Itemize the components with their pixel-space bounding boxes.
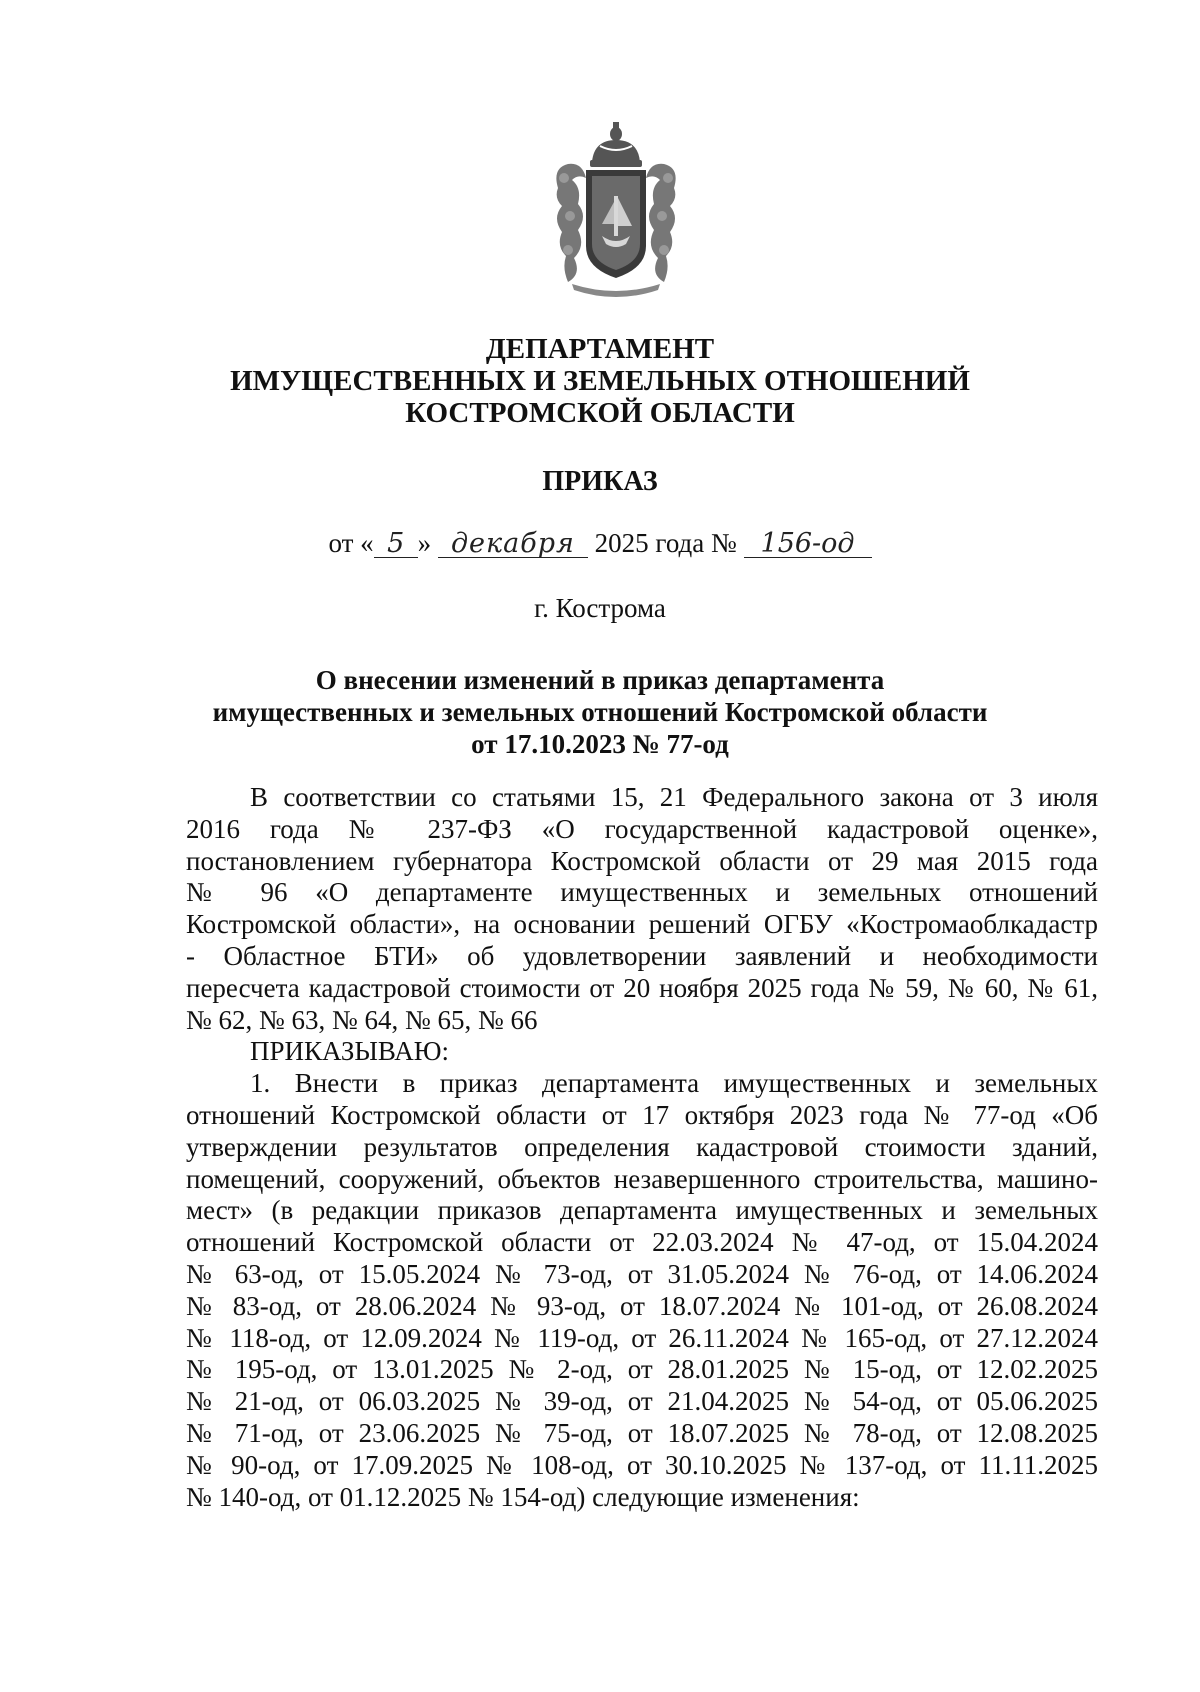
body-line: № 140-од, от 01.12.2025 № 154-од) следующие изменения: — [186, 1481, 860, 1512]
date-prefix: от « — [328, 528, 374, 558]
subject-line-3: от 17.10.2023 № 77-од — [471, 729, 729, 759]
body-line: отношений Костромской области от 17 октября 2023 года № 77-од «Об — [186, 1099, 1098, 1130]
subject-line-1: О внесении изменений в приказ департамента — [315, 665, 885, 695]
handwritten-day: 5 — [374, 531, 418, 558]
document-body — [186, 782, 1098, 1513]
date-number-line — [0, 528, 1200, 559]
body-line: помещений, сооружений, объектов незавершенного строительства, машино- — [186, 1163, 1098, 1194]
body-line: Костромской области», на основании решений ОГБУ «Костромаоблкадастр — [186, 909, 1098, 940]
department-header — [0, 333, 1200, 429]
subject-line-2: имущественных и земельных отношений Костромской области — [212, 697, 988, 727]
body-line: утверждении результатов определения кадастровой стоимости зданий, — [186, 1131, 1098, 1162]
body-line: постановлением губернатора Костромской области от 29 мая 2015 года — [186, 845, 1098, 876]
body-line: № 63-од, от 15.05.2024 № 73-од, от 31.05.2024 № 76-од, от 14.06.2024 — [186, 1258, 1098, 1289]
body-line: № 71-од, от 23.06.2025 № 75-од, от 18.07.2025 № 78-од, от 12.08.2025 — [186, 1417, 1098, 1448]
body-line: № 118-од, от 12.09.2024 № 119-од, от 26.11.2024 № 165-од, от 27.12.2024 — [186, 1322, 1098, 1353]
header-line-1: ДЕПАРТАМЕНТ — [485, 333, 715, 365]
order-word: ПРИКАЗЫВАЮ: — [250, 1036, 449, 1067]
city-line: г. Кострома — [534, 593, 666, 623]
year-text: 2025 года № — [594, 528, 737, 558]
handwritten-month: декабря — [438, 531, 588, 558]
body-line: мест» (в редакции приказов департамента имущественных и земельных — [186, 1195, 1098, 1226]
body-line: № 90-од, от 17.09.2025 № 108-од, от 30.10.2025 № 137-од, от 11.11.2025 — [186, 1449, 1098, 1480]
body-line: пересчета кадастровой стоимости от 20 ноября 2025 года № 59, № 60, № 61, — [186, 972, 1098, 1003]
header-line-3: КОСТРОМСКОЙ ОБЛАСТИ — [405, 397, 795, 429]
coat-of-arms-emblem — [548, 118, 684, 298]
order-subject — [0, 664, 1200, 760]
body-line: № 83-од, от 28.06.2024 № 93-од, от 18.07.2024 № 101-од, от 26.08.2024 — [186, 1290, 1098, 1321]
document-type-title: ПРИКАЗ — [542, 466, 658, 497]
body-line: № 62, № 63, № 64, № 65, № 66 — [186, 1004, 538, 1035]
body-line: В соответствии со статьями 15, 21 Федерального закона от 3 июля — [250, 782, 1098, 812]
handwritten-order-number: 156-од — [744, 531, 872, 558]
header-line-2: ИМУЩЕСТВЕННЫХ И ЗЕМЕЛЬНЫХ ОТНОШЕНИЙ — [230, 365, 970, 397]
body-line: № 21-од, от 06.03.2025 № 39-од, от 21.04.2025 № 54-од, от 05.06.2025 — [186, 1386, 1098, 1417]
body-line: 1. Внести в приказ департамента имущественных и земельных — [250, 1068, 1098, 1099]
body-line: № 96 «О департаменте имущественных и земельных отношений — [186, 877, 1098, 908]
body-line: - Областное БТИ» об удовлетворении заявлений и необходимости — [186, 940, 1098, 971]
body-line: отношений Костромской области от 22.03.2024 № 47-од, от 15.04.2024 — [186, 1227, 1098, 1258]
body-line: 2016 года № 237-ФЗ «О государственной кадастровой оценке», — [186, 813, 1098, 844]
date-mid: » — [417, 528, 432, 558]
body-line: № 195-од, от 13.01.2025 № 2-од, от 28.01.2025 № 15-од, от 12.02.2025 — [186, 1354, 1098, 1385]
